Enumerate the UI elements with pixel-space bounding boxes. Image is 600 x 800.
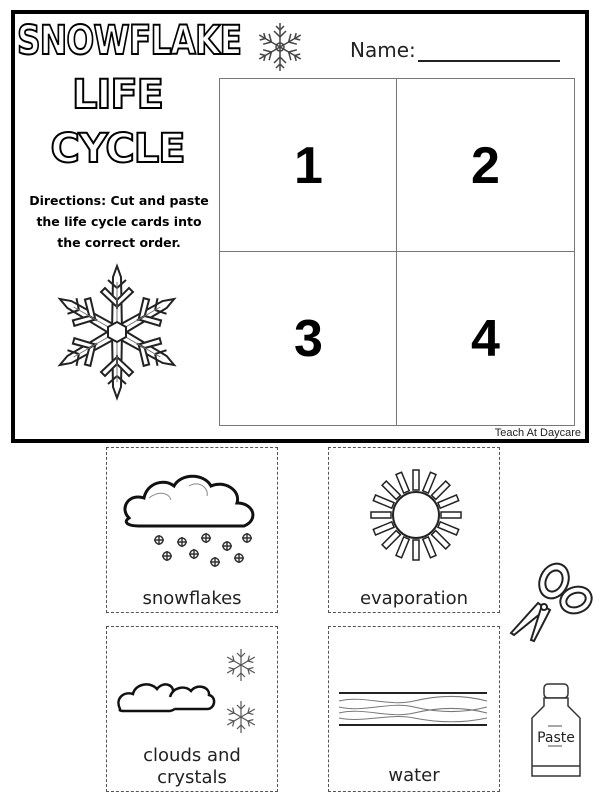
name-blank-line[interactable] bbox=[418, 42, 560, 62]
card-water[interactable] bbox=[328, 626, 500, 792]
credit-text: Teach At Daycare bbox=[494, 427, 581, 439]
card-label-evaporation: evaporation bbox=[359, 588, 469, 609]
grid-cell-1[interactable]: 1 bbox=[294, 136, 323, 195]
card-label-snowflakes: snowflakes bbox=[142, 588, 242, 609]
card-snowflakes[interactable] bbox=[106, 447, 278, 613]
grid-cell-2[interactable]: 2 bbox=[471, 136, 500, 195]
title-life: LIFE bbox=[71, 72, 164, 118]
card-clouds-crystals[interactable] bbox=[106, 626, 278, 792]
card-label-line-1: clouds and bbox=[143, 745, 241, 766]
directions-text bbox=[21, 190, 217, 253]
worksheet bbox=[11, 10, 589, 443]
name-field[interactable] bbox=[350, 38, 560, 62]
card-label-water: water bbox=[388, 765, 440, 786]
cloud-snow-icon bbox=[119, 468, 264, 568]
answer-grid bbox=[219, 78, 575, 426]
directions-line-3: the correct order. bbox=[57, 235, 181, 250]
title-cycle: CYCLE bbox=[50, 126, 185, 172]
title-snowflake: SNOWFLAKE bbox=[17, 18, 242, 64]
clouds-crystals-icon bbox=[115, 639, 265, 739]
directions-line-2: the life cycle cards into bbox=[36, 214, 202, 229]
paste-label: Paste bbox=[537, 730, 575, 746]
directions-line-1: Directions: Cut and paste bbox=[29, 193, 209, 208]
grid-cell-3[interactable]: 3 bbox=[294, 309, 323, 368]
card-label-clouds-crystals bbox=[107, 745, 277, 789]
water-waves-icon bbox=[339, 689, 489, 729]
name-label: Name: bbox=[350, 38, 416, 62]
grid-cell-4[interactable]: 4 bbox=[471, 309, 500, 368]
card-label-line-2: crystals bbox=[157, 767, 227, 788]
scissors-icon bbox=[506, 555, 596, 645]
card-evaporation[interactable] bbox=[328, 447, 500, 613]
snowflake-large-icon bbox=[57, 262, 177, 402]
snowflake-small-icon bbox=[255, 20, 305, 74]
sun-icon bbox=[369, 468, 463, 562]
